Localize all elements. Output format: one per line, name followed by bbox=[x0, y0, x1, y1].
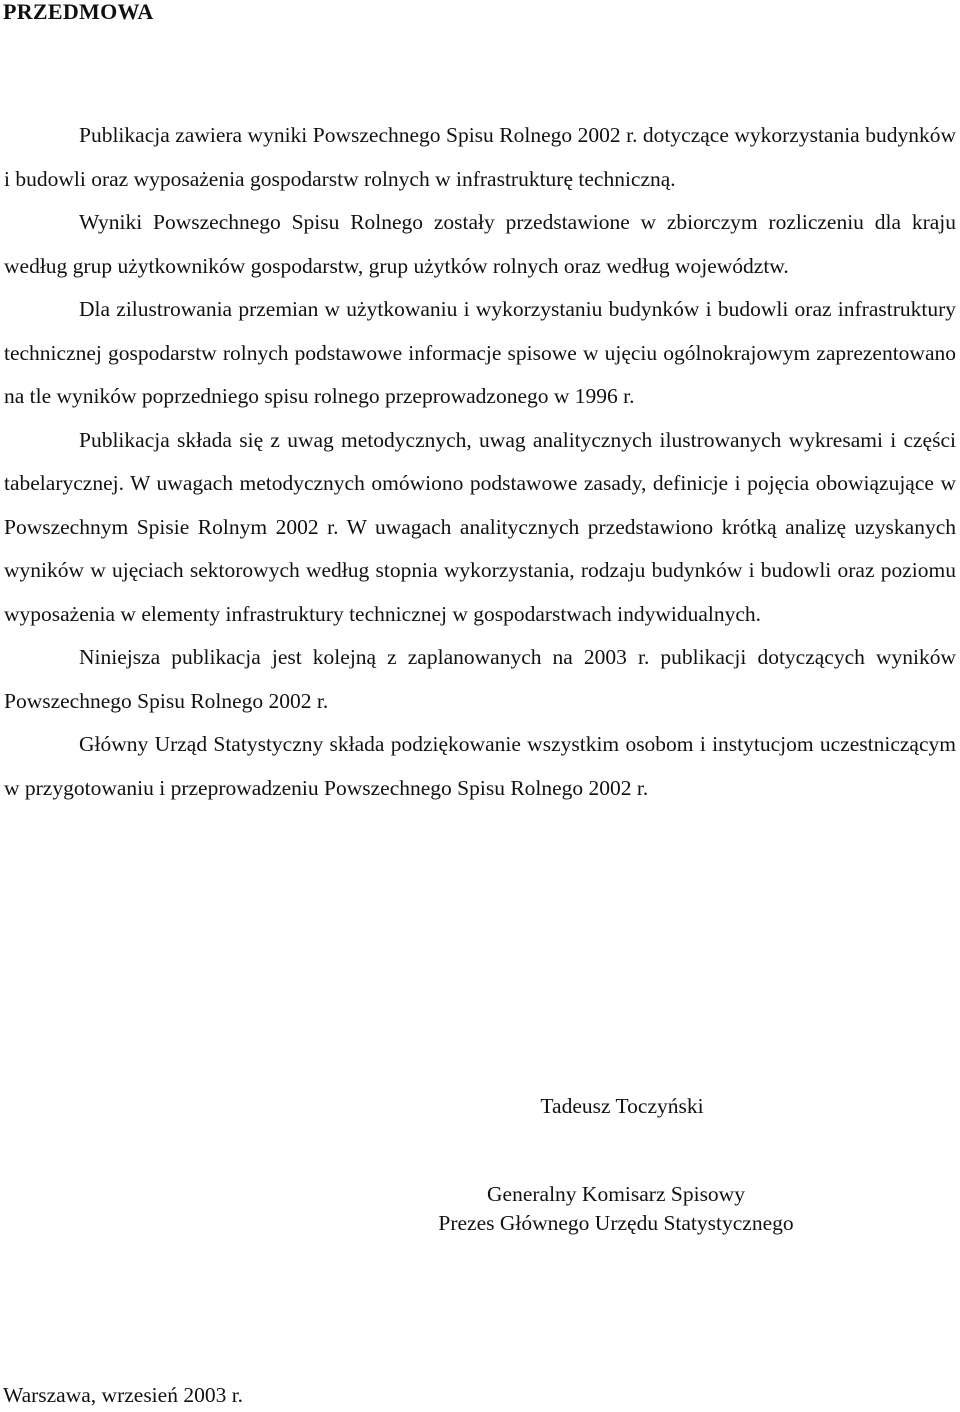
paragraph-series: Niniejsza publikacja jest kolejną z zaplanowanych na 2003 r. publikacji dotyczących wyników Powszechnego Spisu Rolnego 2002 r. bbox=[4, 645, 956, 713]
paragraph-results: Wyniki Powszechnego Spisu Rolnego zostały przedstawione w zbiorczym rozliczeniu dla kraju według grup użytkowników gospodarstw, grup użytków rolnych oraz według województw. bbox=[4, 210, 956, 278]
paragraph-intro: Publikacja zawiera wyniki Powszechnego Spisu Rolnego 2002 r. dotyczące wykorzystania budynków i budowli oraz wyposażenia gospodarstw rolnych w infrastrukturę techniczną. bbox=[4, 123, 956, 191]
signature-name: Tadeusz Toczyński bbox=[540, 1094, 704, 1118]
place-and-date: Warszawa, wrzesień 2003 r. bbox=[3, 1383, 244, 1407]
signature-role-president: Prezes Głównego Urzędu Statystycznego bbox=[438, 1211, 794, 1235]
page-title: PRZEDMOWA bbox=[3, 0, 154, 24]
signature-role-commissioner: Generalny Komisarz Spisowy bbox=[487, 1182, 745, 1206]
preface-body bbox=[4, 114, 956, 810]
paragraph-comparison: Dla zilustrowania przemian w użytkowaniu i wykorzystaniu budynków i budowli oraz infrastruktury technicznej gospodarstw rolnych podstawowe informacje spisowe w ujęciu ogólnokrajowym zaprezentowano na tle wyników poprzedniego spisu rolnego przeprowadzonego w 1996 r. bbox=[4, 297, 956, 408]
paragraph-acknowledgement: Główny Urząd Statystyczny składa podziękowanie wszystkim osobom i instytucjom uczestniczącym w przygotowaniu i przeprowadzeniu Powszechnego Spisu Rolnego 2002 r. bbox=[4, 732, 956, 800]
paragraph-structure: Publikacja składa się z uwag metodycznych, uwag analitycznych ilustrowanych wykresami i części tabelarycznej. W uwagach metodycznych omówiono podstawowe zasady, definicje i pojęcia obowiązujące w Powszechnym Spisie Rolnym 2002 r. W uwagach analitycznych przedstawiono krótką analizę uzyskanych wyników w ujęciach sektorowych według stopnia wykorzystania, rodzaju budynków i budowli oraz poziomu wyposażenia w elementy infrastruktury technicznej w gospodarstwach indywidualnych. bbox=[4, 427, 956, 626]
